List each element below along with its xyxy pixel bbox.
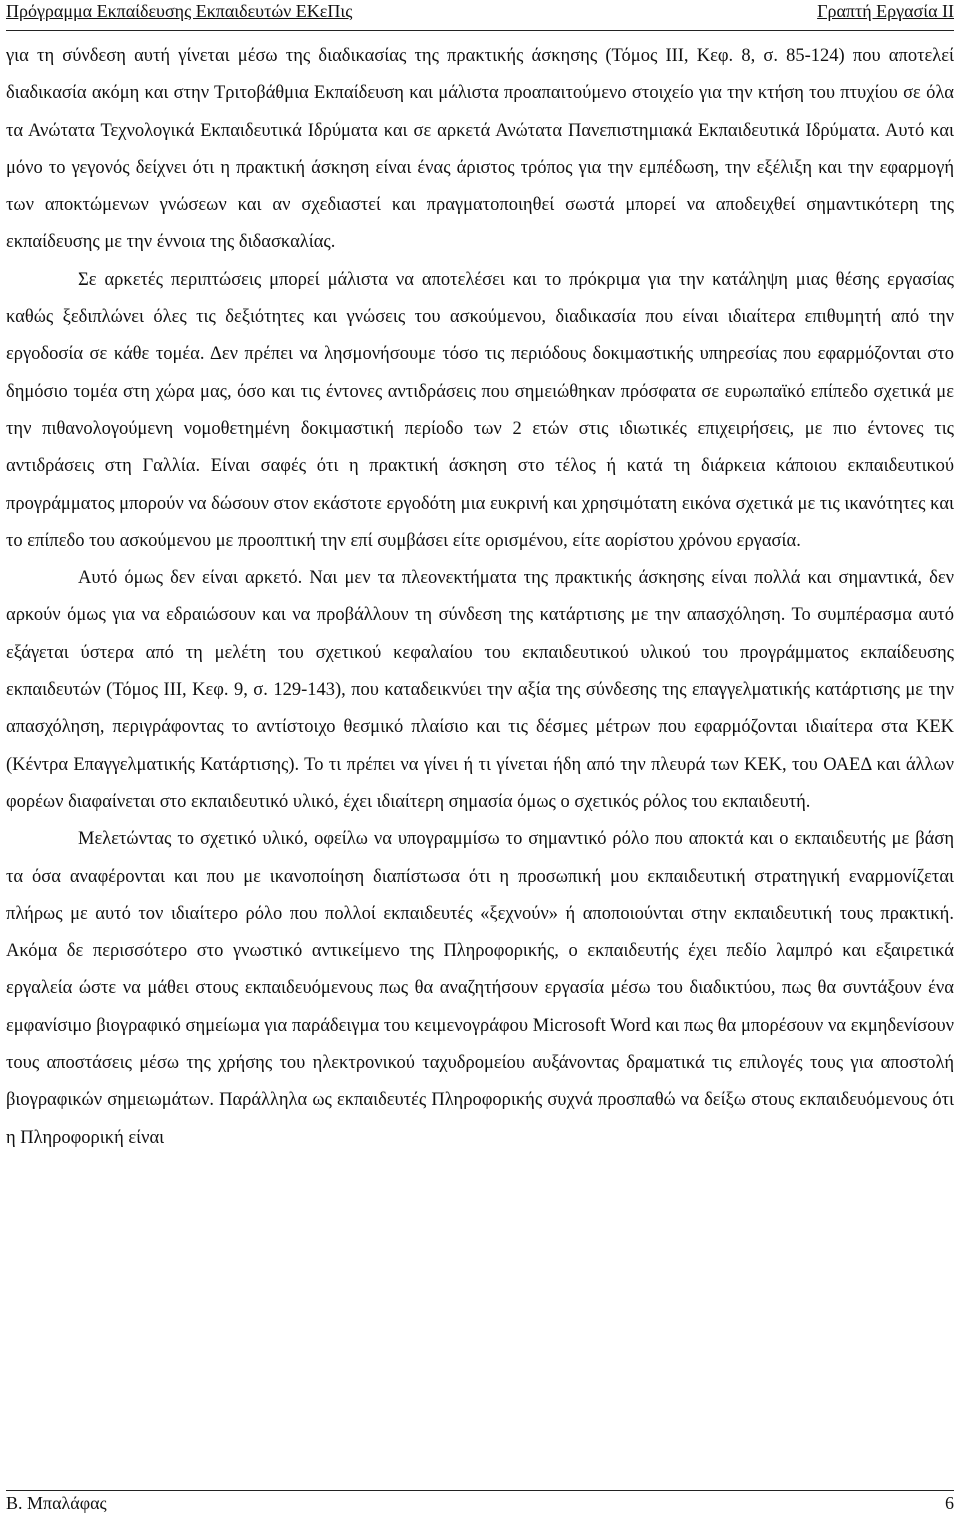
paragraph-4: Μελετώντας το σχετικό υλικό, οφείλω να υπογραμμίσω το σημαντικό ρόλο που αποκτά και ο εκπαιδευτής με βάση τα όσα αναφέρονται και που με ικανοποίηση διαπίστωσα ότι η προσωπική μου εκπαιδευτική στρατηγική εναρμονίζεται πλήρως με αυτό τον ιδιαίτερο ρόλο που πολλοί εκπαιδευτές «ξεχνούν» ή αποποιούνται στην εκπαιδευτική τους πρακτική. Ακόμα δε περισσότερο στο γνωστικό αντικείμενο της Πληροφορικής, ο εκπαιδευτής έχει πεδίο λαμπρό και εξαιρετικά εργαλεία ώστε να μάθει στους εκπαιδευόμενους πως θα αναζητήσουν εργασία μέσω του διαδικτύου, πως θα συντάξουν ένα εμφανίσιμο βιογραφικό σημείωμα για παράδειγμα του κειμενογράφου Microsoft Word και πως θα μπορέσουν να εκμηδενίσουν τους αποστάσεις μέσω της χρήσης του ηλεκτρονικού ταχυδρομείου αυξάνοντας δραματικά τις επιλογές τους για αποστολή βιογραφικών σημειωμάτων. Παράλληλα ως εκπαιδευτές Πληροφορικής συχνά προσπαθώ να δείξω στους εκπαιδευόμενους ότι η Πληροφορική είναι xyxy=(6,829,954,1148)
header-program-title: Πρόγραμμα Εκπαίδευσης Εκπαιδευτών ΕΚεΠις xyxy=(6,1,353,21)
page-footer xyxy=(6,1490,954,1515)
paragraph-continuation: για τη σύνδεση αυτή γίνεται μέσω της διαδικασίας της πρακτικής άσκησης (Τόμος ΙΙΙ, Κεφ. 8, σ. 85-124) που αποτελεί διαδικασία ακόμη και στην Τριτοβάθμια Εκπαίδευση και μάλιστα προαπαιτούμενο στοιχείο για την κτήση του πτυχίου σε όλα τα Ανώτατα Τεχνολογικά Εκπαιδευτικά Ιδρύματα και σε αρκετά Ανώτατα Πανεπιστημιακά Εκπαιδευτικά Ιδρύματα. Αυτό και μόνο το γεγονός δείχνει ότι η πρακτική άσκηση είναι ένας άριστος τρόπος για την εμπέδωση, την εξέλιξη και την εφαρμογή των αποκτώμενων γνώσεων και αν σχεδιαστεί και πραγματοποιηθεί σωστά μπορεί να αποδειχθεί σημαντικότερη της εκπαίδευσης με την έννοια της διδασκαλίας. xyxy=(6,46,954,253)
paragraph-2: Σε αρκετές περιπτώσεις μπορεί μάλιστα να αποτελέσει και το πρόκριμα για την κατάληψη μιας θέσης εργασίας καθώς ξεδιπλώνει όλες τις δεξιότητες και γνώσεις του ασκούμενου, διαδικασία που είναι ιδιαίτερα επιθυμητή από την εργοδοσία σε κάθε τομέα. Δεν πρέπει να λησμονήσουμε τόσο τις περιόδους δοκιμαστικής υπηρεσίας που εφαρμόζονται στο δημόσιο τομέα στη χώρα μας, όσο και τις έντονες αντιδράσεις που σημειώθηκαν πρόσφατα σε ευρωπαϊκό επίπεδο σχετικά με την πιθανολογούμενη νομοθετημένη δοκιμαστική περίοδο των 2 ετών στις ιδιωτικές επιχειρήσεις, με πιο έντονες τις αντιδράσεις στη Γαλλία. Είναι σαφές ότι η πρακτική άσκηση στο τέλος ή κατά τη διάρκεια κάποιου εκπαιδευτικού προγράμματος μπορούν να δώσουν στον εκάστοτε εργοδότη μια ευκρινή και χρησιμότατη εικόνα σχετικά με τις ικανότητες και το επίπεδο του ασκούμενου με προοπτική την επί συμβάσει είτε ορισμένου, είτε αορίστου χρόνου εργασία. xyxy=(6,269,954,551)
page-header xyxy=(6,0,954,31)
header-document-title: Γραπτή Εργασία ΙΙ xyxy=(817,1,954,21)
page-number: 6 xyxy=(945,1493,954,1513)
document-body xyxy=(6,38,954,1157)
footer-author: Β. Μπαλάφας xyxy=(6,1493,107,1513)
paragraph-3: Αυτό όμως δεν είναι αρκετό. Ναι μεν τα πλεονεκτήματα της πρακτικής άσκησης είναι πολλά και σημαντικά, δεν αρκούν όμως για να εδραιώσουν και να προβάλλουν τη σύνδεση της κατάρτισης με την απασχόληση. Το συμπέρασμα αυτό εξάγεται ύστερα από τη μελέτη του σχετικού κεφαλαίου του εκπαιδευτικού υλικού του προγράμματος εκπαίδευσης εκπαιδευτών (Τόμος ΙΙΙ, Κεφ. 9, σ. 129-143), που καταδεικνύει την αξία της σύνδεσης της επαγγελματικής κατάρτισης με την απασχόληση, περιγράφοντας το αντίστοιχο θεσμικό πλαίσιο και τις δέσμες μέτρων που εφαρμόζονται ιδιαίτερα στα ΚΕΚ (Κέντρα Επαγγελματικής Κατάρτισης). Το τι πρέπει να γίνει ή τι γίνεται ήδη από την πλευρά των ΚΕΚ, του ΟΑΕΔ και άλλων φορέων διαφαίνεται στο εκπαιδευτικό υλικό, έχει ιδιαίτερη σημασία όμως ο σχετικός ρόλος του εκπαιδευτή. xyxy=(6,568,954,812)
